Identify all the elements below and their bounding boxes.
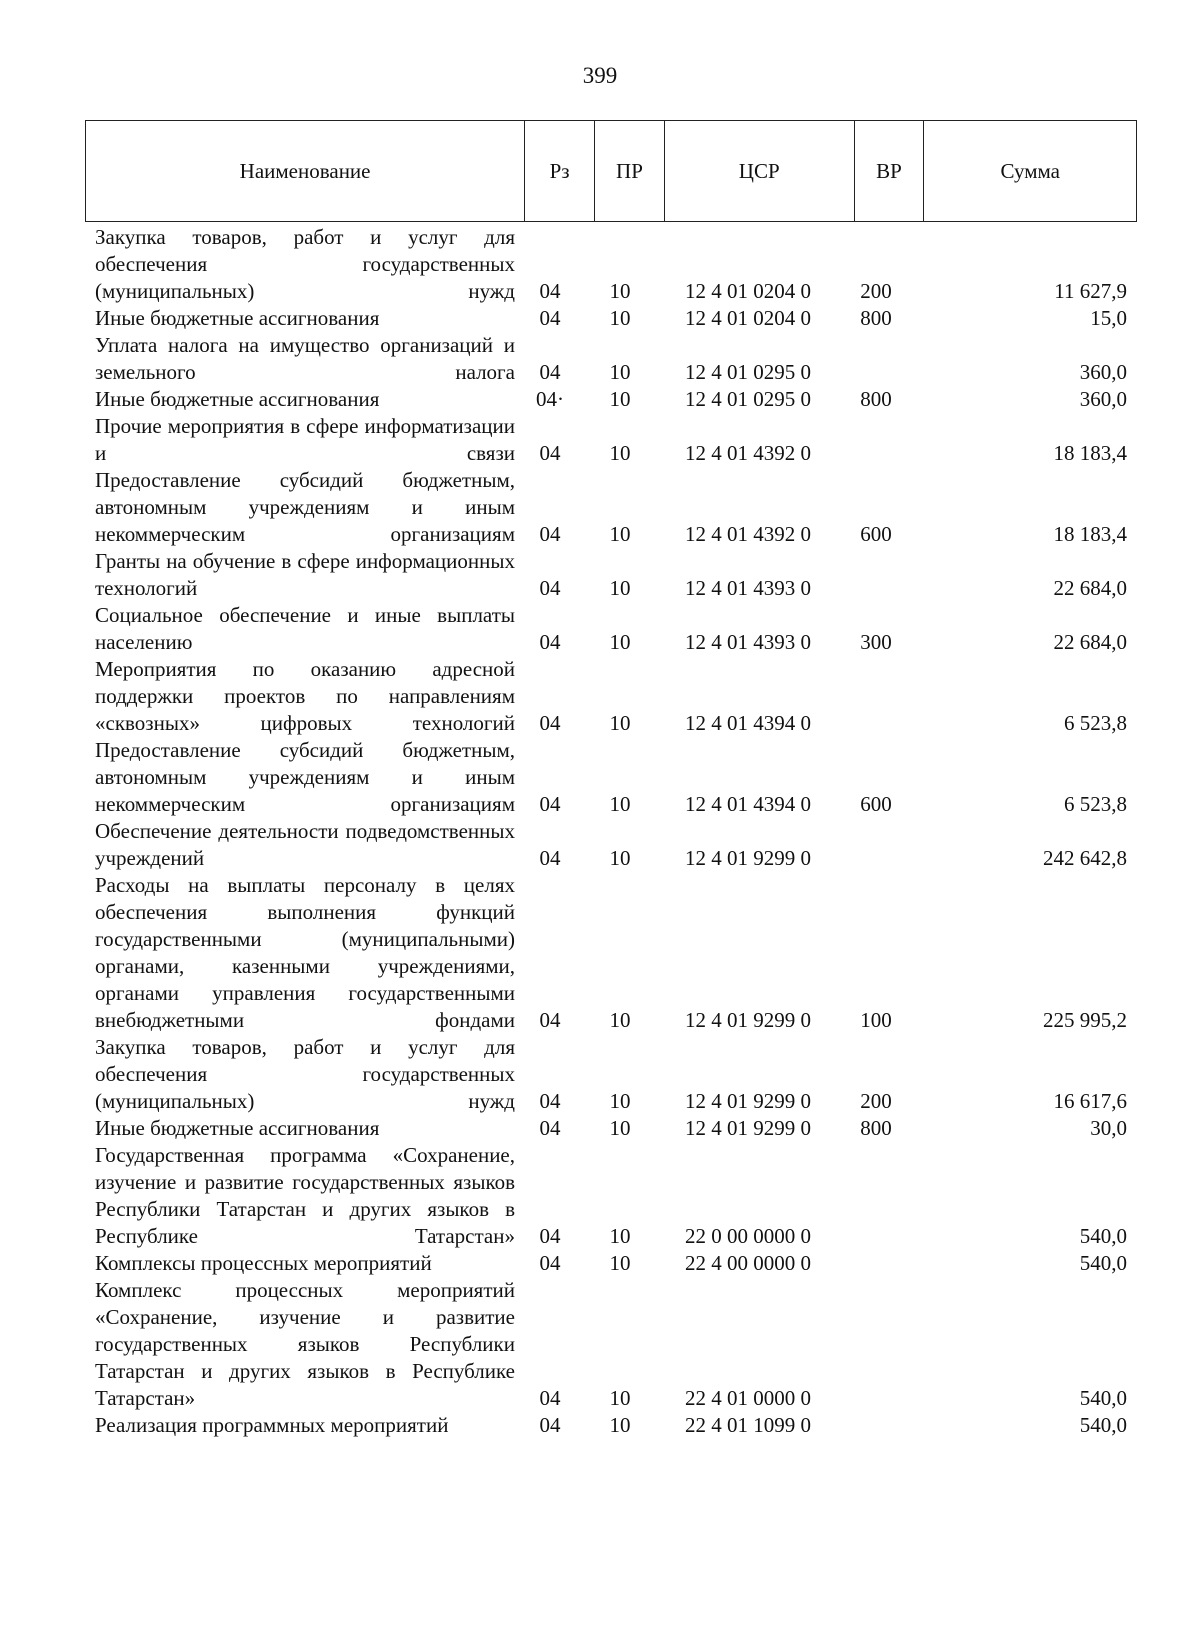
table-row — [85, 1412, 1137, 1439]
cell-pr: 10 — [609, 1251, 631, 1275]
cell-pr: 10 — [609, 279, 631, 303]
header-pr: ПР — [595, 121, 665, 221]
cell-sum: 22 684,0 — [1053, 576, 1127, 600]
cell-vr: 800 — [860, 387, 892, 411]
table-row — [85, 872, 1137, 1034]
cell-name: Расходы на выплаты персоналу в целях обеспечения выполнения функций государственными (муниципальными) органами, казенными учреждениями, органами управления государственными внебюджетными фондами — [95, 873, 515, 1032]
cell-sum: 540,0 — [1079, 1386, 1127, 1410]
cell-sum: 16 617,6 — [1053, 1089, 1127, 1113]
cell-vr: 800 — [860, 1116, 892, 1140]
cell-sum: 6 523,8 — [1064, 711, 1127, 735]
cell-csr: 12 4 01 9299 0 — [685, 1089, 811, 1113]
cell-csr: 12 4 01 0204 0 — [685, 306, 811, 330]
cell-csr: 22 0 00 0000 0 — [685, 1224, 811, 1248]
cell-sum: 360,0 — [1079, 387, 1127, 411]
header-name: Наименование — [86, 121, 525, 221]
cell-name: Реализация программных мероприятий — [95, 1413, 449, 1437]
cell-csr: 22 4 01 1099 0 — [685, 1413, 811, 1437]
cell-sum: 30,0 — [1090, 1116, 1127, 1140]
table-row — [85, 1142, 1137, 1250]
cell-pr: 10 — [609, 1089, 631, 1113]
header-csr: ЦСР — [665, 121, 855, 221]
cell-pr: 10 — [609, 1386, 631, 1410]
cell-pr: 10 — [609, 387, 631, 411]
cell-pr: 10 — [609, 846, 631, 870]
table-row — [85, 737, 1137, 818]
cell-pr: 10 — [609, 711, 631, 735]
table-row — [85, 386, 1137, 413]
header-rz: Рз — [525, 121, 595, 221]
page-number: 399 — [582, 63, 618, 88]
cell-rz: 04· — [536, 387, 564, 411]
cell-vr: 800 — [860, 306, 892, 330]
cell-vr: 200 — [860, 1089, 892, 1113]
cell-pr: 10 — [609, 441, 631, 465]
cell-name: Предоставление субсидий бюджетным, автономным учреждениям и иным некоммерческим организациям — [95, 468, 515, 546]
cell-vr: 600 — [860, 792, 892, 816]
cell-rz: 04 — [539, 1413, 561, 1437]
table-row — [85, 1250, 1137, 1277]
cell-name: Закупка товаров, работ и услуг для обеспечения государственных (муниципальных) нужд — [95, 1035, 515, 1113]
cell-csr: 22 4 01 0000 0 — [685, 1386, 811, 1410]
cell-name: Комплексы процессных мероприятий — [95, 1251, 432, 1275]
header-sum: Сумма — [1000, 158, 1060, 183]
cell-pr: 10 — [609, 630, 631, 654]
cell-csr: 12 4 01 4394 0 — [685, 792, 811, 816]
cell-sum: 540,0 — [1079, 1413, 1127, 1437]
cell-csr: 12 4 01 0295 0 — [685, 360, 811, 384]
cell-csr: 12 4 01 4394 0 — [685, 711, 811, 735]
cell-name: Обеспечение деятельности подведомственных учреждений — [95, 819, 515, 870]
cell-vr: 600 — [860, 522, 892, 546]
table-row — [85, 332, 1137, 386]
cell-rz: 04 — [539, 576, 561, 600]
table-row — [85, 602, 1137, 656]
table-row — [85, 305, 1137, 332]
cell-name: Иные бюджетные ассигнования — [95, 306, 380, 330]
cell-name: Иные бюджетные ассигнования — [95, 387, 380, 411]
cell-pr: 10 — [609, 306, 631, 330]
cell-name: Мероприятия по оказанию адресной поддержки проектов по направлениям «сквозных» цифровых технологий — [95, 657, 515, 735]
cell-name: Социальное обеспечение и иные выплаты населению — [95, 603, 515, 654]
header-vr: ВР — [855, 121, 925, 221]
cell-sum: 15,0 — [1090, 306, 1127, 330]
table-body — [85, 224, 1137, 1439]
cell-sum: 242 642,8 — [1043, 846, 1127, 870]
cell-name: Гранты на обучение в сфере информационных технологий — [95, 549, 515, 600]
cell-csr: 12 4 01 4392 0 — [685, 522, 811, 546]
cell-rz: 04 — [539, 360, 561, 384]
cell-rz: 04 — [539, 792, 561, 816]
cell-rz: 04 — [539, 1386, 561, 1410]
cell-rz: 04 — [539, 1224, 561, 1248]
cell-name: Комплекс процессных мероприятий «Сохранение, изучение и развитие государственных языков Республики Татарстан и других языков в Республике Татарстан» — [95, 1278, 515, 1410]
cell-name: Иные бюджетные ассигнования — [95, 1116, 380, 1140]
cell-sum: 18 183,4 — [1053, 522, 1127, 546]
cell-rz: 04 — [539, 711, 561, 735]
table-row — [85, 818, 1137, 872]
cell-csr: 12 4 01 9299 0 — [685, 1008, 811, 1032]
table-row — [85, 1034, 1137, 1115]
cell-rz: 04 — [539, 522, 561, 546]
table-header — [85, 120, 1137, 222]
cell-rz: 04 — [539, 1089, 561, 1113]
cell-pr: 10 — [609, 1413, 631, 1437]
cell-vr: 300 — [860, 630, 892, 654]
cell-name: Государственная программа «Сохранение, изучение и развитие государственных языков Республики Татарстан и других языков в Республике Татарстан» — [95, 1143, 515, 1248]
cell-sum: 225 995,2 — [1043, 1008, 1127, 1032]
cell-pr: 10 — [609, 576, 631, 600]
cell-rz: 04 — [539, 1116, 561, 1140]
cell-sum: 540,0 — [1079, 1251, 1127, 1275]
cell-rz: 04 — [539, 1251, 561, 1275]
cell-csr: 12 4 01 0295 0 — [685, 387, 811, 411]
table-row — [85, 1115, 1137, 1142]
table-row — [85, 467, 1137, 548]
cell-name: Предоставление субсидий бюджетным, автономным учреждениям и иным некоммерческим организациям — [95, 738, 515, 816]
cell-csr: 12 4 01 4393 0 — [685, 630, 811, 654]
cell-sum: 540,0 — [1079, 1224, 1127, 1248]
table-row — [85, 224, 1137, 305]
cell-pr: 10 — [609, 1224, 631, 1248]
cell-pr: 10 — [609, 360, 631, 384]
cell-pr: 10 — [609, 1008, 631, 1032]
table-row — [85, 548, 1137, 602]
cell-sum: 18 183,4 — [1053, 441, 1127, 465]
cell-csr: 12 4 01 9299 0 — [685, 846, 811, 870]
cell-csr: 12 4 01 4392 0 — [685, 441, 811, 465]
table-row — [85, 656, 1137, 737]
cell-rz: 04 — [539, 279, 561, 303]
cell-rz: 04 — [539, 441, 561, 465]
cell-csr: 12 4 01 9299 0 — [685, 1116, 811, 1140]
cell-csr: 12 4 01 4393 0 — [685, 576, 811, 600]
cell-pr: 10 — [609, 1116, 631, 1140]
cell-rz: 04 — [539, 306, 561, 330]
table-row — [85, 1277, 1137, 1412]
cell-sum: 360,0 — [1079, 360, 1127, 384]
cell-csr: 22 4 00 0000 0 — [685, 1251, 811, 1275]
cell-name: Уплата налога на имущество организаций и земельного налога — [95, 333, 515, 384]
cell-vr: 100 — [860, 1008, 892, 1032]
cell-rz: 04 — [539, 846, 561, 870]
cell-sum: 6 523,8 — [1064, 792, 1127, 816]
cell-pr: 10 — [609, 792, 631, 816]
cell-name: Прочие мероприятия в сфере информатизации и связи — [95, 414, 515, 465]
cell-sum: 11 627,9 — [1054, 279, 1127, 303]
cell-vr: 200 — [860, 279, 892, 303]
cell-rz: 04 — [539, 630, 561, 654]
cell-rz: 04 — [539, 1008, 561, 1032]
cell-sum: 22 684,0 — [1053, 630, 1127, 654]
cell-csr: 12 4 01 0204 0 — [685, 279, 811, 303]
cell-pr: 10 — [609, 522, 631, 546]
table-row — [85, 413, 1137, 467]
cell-name: Закупка товаров, работ и услуг для обеспечения государственных (муниципальных) нужд — [95, 225, 515, 303]
